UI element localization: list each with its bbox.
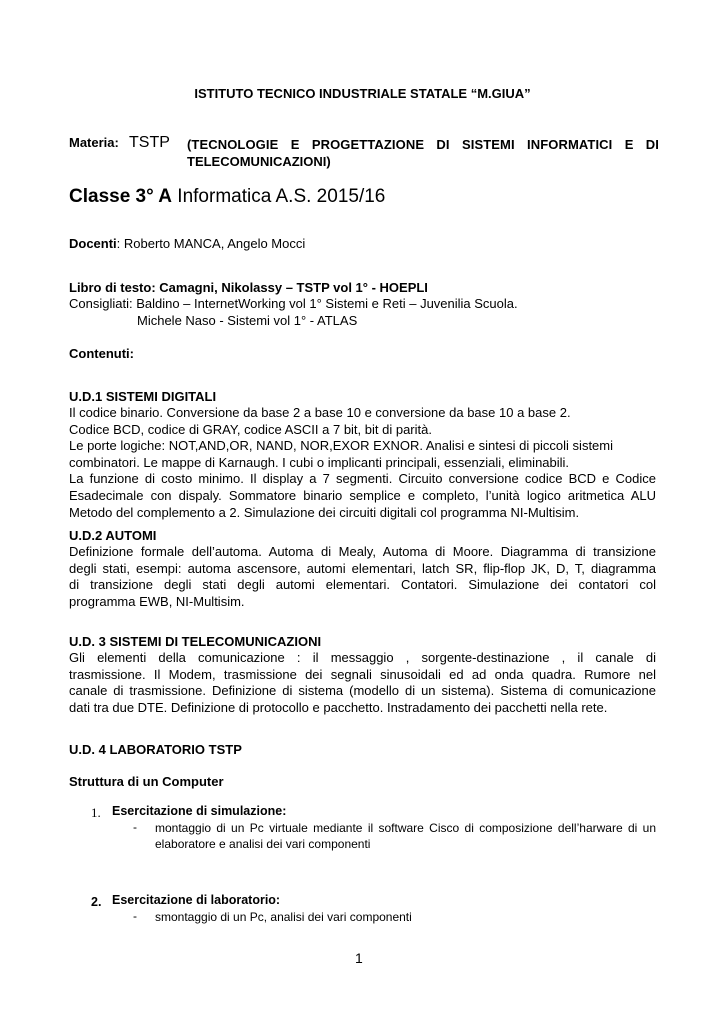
exercise-2-bullet: -: [133, 909, 137, 923]
exercise-1-title: Esercitazione di simulazione:: [112, 804, 287, 818]
document-title: ISTITUTO TECNICO INDUSTRIALE STATALE “M.GIUA”: [194, 86, 531, 101]
ud3-heading: U.D. 3 SISTEMI DI TELECOMUNICAZIONI: [69, 634, 322, 649]
teachers-line: [69, 236, 305, 251]
ud2-line: degli stati, esempi: automa ascensore, automi elementari, latch SR, flip-flop JK, D, T, diagramma: [69, 560, 656, 576]
exercise-1-bullet: -: [133, 820, 137, 834]
materia-section: [69, 134, 659, 169]
ud1-line: Metodo del complemento a 2. Simulazione dei circuiti digitali col programma NI-Multisim.: [69, 504, 580, 520]
ud2-heading: U.D.2 AUTOMI: [69, 528, 157, 543]
ud1-body: [69, 405, 656, 521]
ud4-heading: U.D. 4 LABORATORIO TSTP: [69, 742, 242, 757]
computer-structure-heading: Struttura di un Computer: [69, 774, 224, 789]
ud1-line: Le porte logiche: NOT,AND,OR, NAND, NOR,EXOR EXNOR. Analisi e sintesi di piccoli sistemi: [69, 438, 614, 454]
exercise-2: [91, 893, 101, 911]
teachers-label: Docenti: [69, 236, 117, 251]
class-year: Informatica A.S. 2015/16: [172, 186, 386, 207]
exercise-1: [91, 804, 101, 822]
ud2-body: [69, 544, 656, 610]
ud1-line: La funzione di costo minimo. Il display a 7 segmenti. Circuito conversione codice BCD e Codice: [69, 471, 656, 487]
ud1-line: Esadecimale con dispaly. Sommatore binario semplice e completo, l’unità logico aritmetica ALU: [69, 487, 656, 503]
exercise-2-title: Esercitazione di laboratorio:: [112, 893, 281, 907]
class-heading: [69, 186, 385, 208]
page-number: 1: [355, 950, 363, 966]
exercise-number: 2.: [91, 895, 102, 909]
ud1-heading: U.D.1 SISTEMI DIGITALI: [69, 389, 217, 404]
ud3-line: dati tra due DTE. Definizione di protocollo e pacchetto. Instradamento dei pacchetti nella rete.: [69, 699, 608, 715]
exercise-1-text-line2: elaboratore e analisi dei vari componenti: [155, 837, 371, 851]
teachers-names: : Roberto MANCA, Angelo Mocci: [116, 236, 306, 251]
ud2-line: Definizione formale dell’automa. Automa di Mealy, Automa di Moore. Diagramma di transizione: [69, 544, 656, 559]
ud2-line: di transizione degli stati degli automi elementari. Contatori. Simulazione dei contatori col: [69, 577, 656, 593]
ud3-line: canale di trasmissione. Definizione di sistema (modello di un sistema). Sistema di comunicazione: [69, 683, 656, 699]
recommended-line1: Consigliati: Baldino – InternetWorking vol 1° Sistemi e Reti – Juvenilia Scuola.: [69, 296, 518, 311]
textbook-line: Libro di testo: Camagni, Nikolassy – TSTP vol 1° - HOEPLI: [69, 280, 428, 295]
class-name: Classe 3° A: [69, 186, 173, 207]
ud3-line: Gli elementi della comunicazione : il messaggio , sorgente-destinazione , il canale di: [69, 650, 656, 665]
ud3-line: trasmissione. Il Modem, trasmissione dei segnali sinusoidali ed ad onda quadra. Rumore nel: [69, 666, 656, 682]
ud1-line: Il codice binario. Conversione da base 2 a base 10 e conversione da base 10 a base 2.: [69, 405, 571, 420]
ud3-body: [69, 650, 656, 716]
contents-heading: Contenuti:: [69, 346, 134, 361]
exercise-1-text-line1: montaggio di un Pc virtuale mediante il software Cisco di composizione dell’harware di un: [155, 821, 656, 835]
materia-code: TSTP: [129, 134, 170, 151]
ud2-line: programma EWB, NI-Multisim.: [69, 593, 245, 609]
materia-description-line2: TELECOMUNICAZIONI): [187, 154, 331, 169]
materia-description-line1: (TECNOLOGIE E PROGETTAZIONE DI SISTEMI INFORMATICI E DI: [187, 137, 659, 152]
exercise-number: 1.: [91, 805, 101, 820]
ud1-line: Codice BCD, codice di GRAY, codice ASCII a 7 bit, bit di parità.: [69, 421, 432, 437]
exercise-2-text-line1: smontaggio di un Pc, analisi dei vari componenti: [155, 910, 412, 924]
materia-label: Materia:: [69, 135, 119, 150]
recommended-line2: Michele Naso - Sistemi vol 1° - ATLAS: [137, 313, 358, 328]
ud1-line: combinatori. Le mappe di Karnaugh. I cubi o implicanti principali, essenziali, eliminabili.: [69, 454, 570, 470]
